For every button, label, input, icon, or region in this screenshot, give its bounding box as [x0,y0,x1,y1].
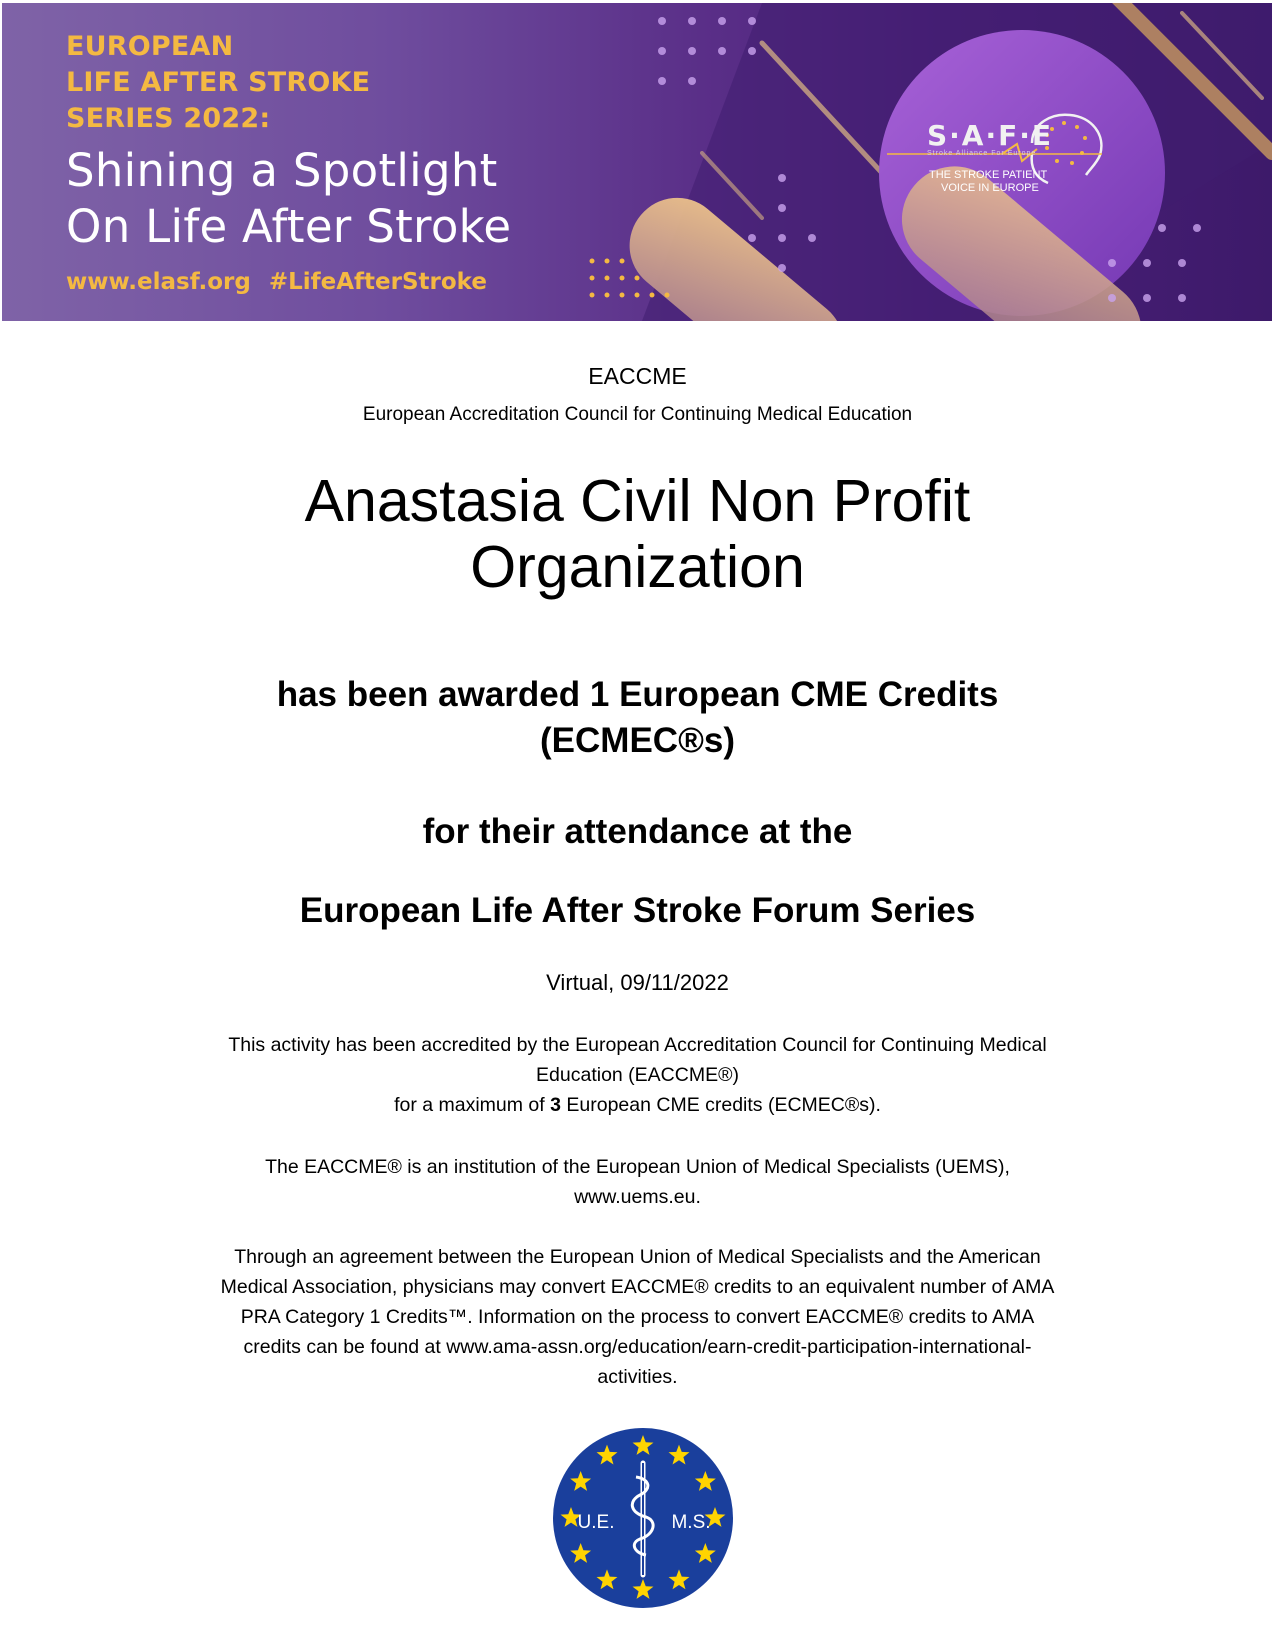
banner-links [66,269,511,295]
event-date: Virtual, 09/11/2022 [546,970,729,995]
uems-link[interactable]: www.uems.eu. [574,1186,701,1208]
accreditation-line-1: This activity has been accredited by the European Accreditation Council for Continuing Medical [228,1034,1047,1056]
recipient-name-line-1: Anastasia Civil Non Profit [304,468,971,534]
uems-logo-right-text: M.S. [671,1512,711,1533]
event-name: European Life After Stroke Forum Series [299,891,976,930]
series-line-1: EUROPEAN [66,31,234,62]
ama-line-4[interactable]: credits can be found at www.ama-assn.org/education/earn-credit-participation-international- [243,1336,1032,1358]
issuer-abbreviation: EACCME [588,363,687,389]
ama-line-1: Through an agreement between the European Union of Medical Specialists and the American [234,1246,1041,1268]
recipient-name [0,468,1275,600]
recipient-name-line-2: Organization [470,534,805,600]
ama-line-2: Medical Association, physicians may convert EACCME® credits to an equivalent number of AMA [220,1276,1055,1298]
max-credits-value: 3 [550,1094,561,1116]
accreditation-paragraph [0,1030,1275,1120]
series-line-3: SERIES 2022: [66,103,271,134]
uems-paragraph [0,1152,1275,1212]
banner-title-line-1: Shining a Spotlight [66,144,498,197]
safe-logo-name: S·A·F·E [927,119,1053,152]
ama-paragraph [0,1242,1275,1392]
issuer-full-name: European Accreditation Council for Continuing Medical Education [362,404,913,425]
safe-logo [927,119,1157,195]
hashtag: #LifeAfterStroke [268,269,487,295]
ama-line-5: activities. [597,1366,678,1388]
max-credits-prefix: for a maximum of [394,1094,551,1116]
uems-logo-left-text: U.E. [577,1512,615,1533]
accreditation-line-3 [0,1090,1275,1120]
uems-logo [550,1425,736,1611]
award-line-2: (ECMEC®s) [540,721,735,760]
safe-logo-subtitle: Stroke Alliance For Europe [927,150,1037,157]
safe-tagline [929,169,1157,195]
banner-headline [66,29,511,295]
banner-title-line-2: On Life After Stroke [66,200,512,253]
award-line-1: has been awarded 1 European CME Credits [276,675,999,714]
accreditation-line-2: Education (EACCME®) [536,1064,739,1086]
award-statement [0,672,1275,764]
website-link[interactable]: www.elasf.org [66,269,251,295]
ama-line-3: PRA Category 1 Credits™. Information on the process to convert EACCME® credits to AMA [240,1306,1035,1328]
attendance-statement: for their attendance at the [422,812,853,851]
max-credits-suffix: European CME credits (ECMEC®s). [560,1094,881,1116]
series-line-2: LIFE AFTER STROKE [66,67,371,98]
safe-tagline-line-1: THE STROKE PATIENT [929,169,1048,181]
header-banner [2,3,1272,321]
uems-line-1: The EACCME® is an institution of the European Union of Medical Specialists (UEMS), [265,1156,1010,1178]
safe-tagline-line-2: VOICE IN EUROPE [941,182,1039,194]
